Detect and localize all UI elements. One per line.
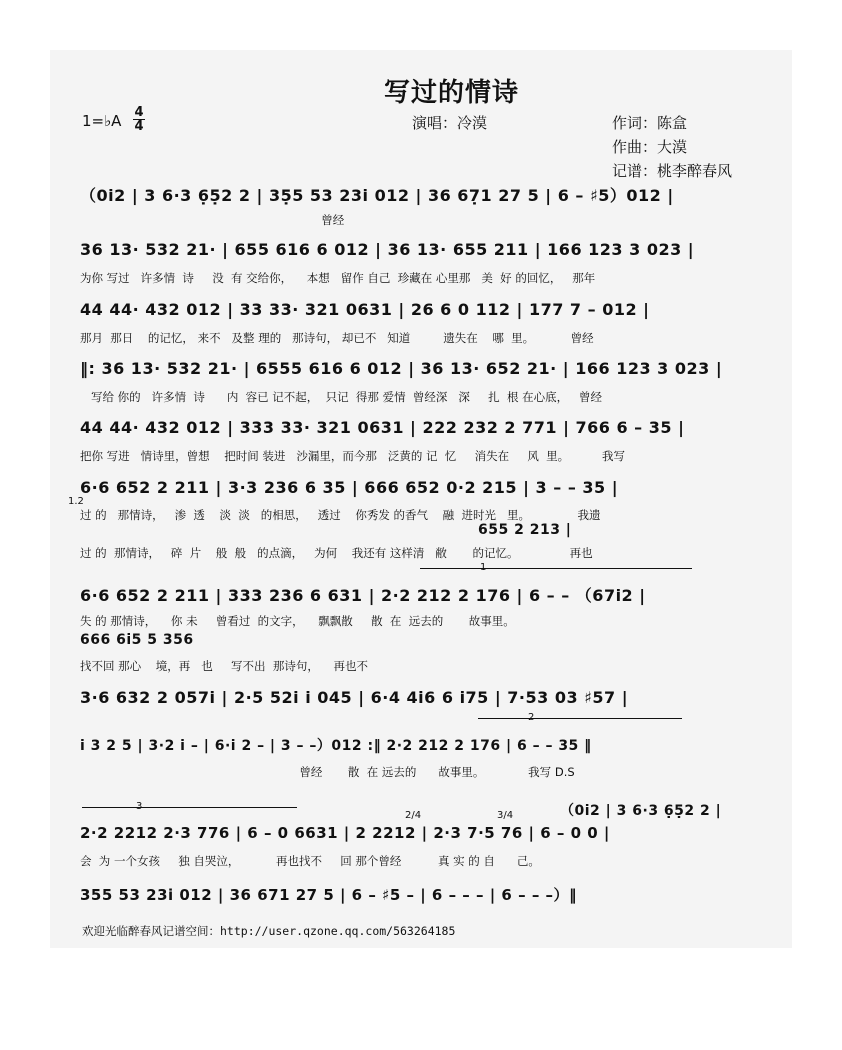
staff-line-5: 44 44· 432 012 | 333 33· 321 0631 | 222 232 2 771 | 766 6 – 35 |: [80, 418, 685, 437]
staff-line-9: i 3 2 5 | 3·2 i – | 6·i 2 – | 3 – –）012 :‖ 2·2 212 2 176 | 6 – – 35 ‖: [80, 738, 592, 754]
staff-line-7: 6·6 652 2 211 | 333 236 6 631 | 2·2 212 2 176 | 6 – – （67i2 |: [80, 586, 646, 605]
lyricist-credit: 作词：陈盒: [612, 114, 688, 132]
lyric-line-1: 曾经: [80, 213, 345, 227]
transcriber-credit: 记谱：桃李醉春风: [612, 162, 733, 180]
lyric-line-7: 失 的 那情诗， 你 未 曾看过 的文字， 飘飘散 散 在 远去的 故事里。: [80, 614, 515, 628]
lyric-line-4: 写给 你的 许多情 诗 内 容已 记不起， 只记 得那 爱情 曾经深 深 扎 根 在心底， 曾经: [80, 390, 603, 404]
intro-repeat-notes: （0i2 | 3 6·3 6̣5̣2 2 |: [560, 803, 722, 819]
lyric-line-9: 曾经 散 在 远去的 故事里。 我写 D.S: [80, 765, 575, 779]
time-top: 4: [134, 105, 144, 120]
staff-line-6-alt: 655 2 213 |: [478, 522, 572, 538]
repeat-mark: 1.2: [68, 496, 84, 507]
volta-2-bracket: [478, 718, 682, 719]
composer-credit: 作曲：大漠: [612, 138, 688, 156]
lyric-line-7-alt: 找不回 那心 境，再 也 写不出 那诗句， 再也不: [80, 659, 368, 673]
staff-line-7-alt: 666 6i5 5 356: [80, 632, 194, 648]
volta-1-label: 1: [480, 562, 487, 573]
song-title: 写过的情诗: [384, 78, 520, 108]
time-signature: [133, 106, 145, 133]
volta-2-label: 2: [528, 712, 535, 723]
footer-credit: 欢迎光临醉春风记谱空间：http://user.qzone.qq.com/563264185: [82, 924, 456, 938]
staff-line-1: （0i2 | 3 6·3 6̣5̣2 2 | 35̣5 53 23i 012 | 36 67̣1 27 5 | 6 – ♯5）012 |: [80, 186, 674, 205]
lyric-line-10: 会 为 一个女孩 独 自哭泣， 再也找不 回 那个曾经 真 实 的 自 己。: [80, 854, 540, 868]
staff-line-8: 3·6 632 2 057i | 2·5 52i i 045 | 6·4 4i6 6 i75 | 7·53 03 ♯57 |: [80, 688, 629, 707]
staff-line-11: 355 53 23i 012 | 36 671 27 5 | 6 – ♯5 – | 6 – – – | 6 – – –）‖: [80, 886, 578, 904]
staff-line-10: 2·2 2212 2·3 776 | 6 – 0 6631 | 2 2212 | 2·3 7·5 76 | 6 – 0 0 |: [80, 824, 610, 842]
staff-line-6: 6·6 652 2 211 | 3·3 236 6 35 | 666 652 0·2 215 | 3 – – 35 |: [80, 478, 619, 497]
volta-3-label: 3: [136, 801, 143, 812]
lyric-line-2: 为你 写过 许多情 诗 没 有 交给你， 本想 留作 自己 珍藏在 心里那 美 好 的回忆， 那年: [80, 271, 596, 285]
lyric-line-5: 把你 写进 情诗里，曾想 把时间 装进 沙漏里，而今那 泛黄的 记 忆 消失在 风 里。 我写: [80, 449, 626, 463]
singer-credit: 演唱：冷漠: [412, 114, 488, 132]
meter-change-3-4: 3/4: [497, 810, 514, 821]
staff-line-3: 44 44· 432 012 | 33 33· 321 0631 | 26 6 0 112 | 177 7 – 012 |: [80, 300, 650, 319]
staff-line-4: ‖: 36 13· 532 21· | 6555 616 6 012 | 36 13· 652 21· | 166 123 3 023 |: [80, 359, 723, 378]
key-signature: 1=♭A: [82, 112, 122, 130]
lyric-line-6-alt: 过 的 那情诗， 碎 片 般 般 的点滴， 为何 我还有 这样清 敝 的记忆。 再也: [80, 546, 593, 560]
lyric-line-6: 过 的 那情诗， 渗 透 淡 淡 的相思， 透过 你秀发 的香气 融 进时光 里。 我遗: [80, 508, 601, 522]
meter-change-2-4: 2/4: [405, 810, 422, 821]
time-bottom: 4: [134, 119, 144, 134]
volta-3-bracket: [82, 807, 297, 808]
volta-1-bracket: [420, 568, 692, 569]
lyric-line-3: 那月 那日 的记忆， 来不 及整 理的 那诗句， 却已不 知道 遗失在 哪 里。 曾经: [80, 331, 594, 345]
staff-line-2: 36 13· 532 21· | 655 616 6 012 | 36 13· 655 211 | 166 123 3 023 |: [80, 240, 695, 259]
